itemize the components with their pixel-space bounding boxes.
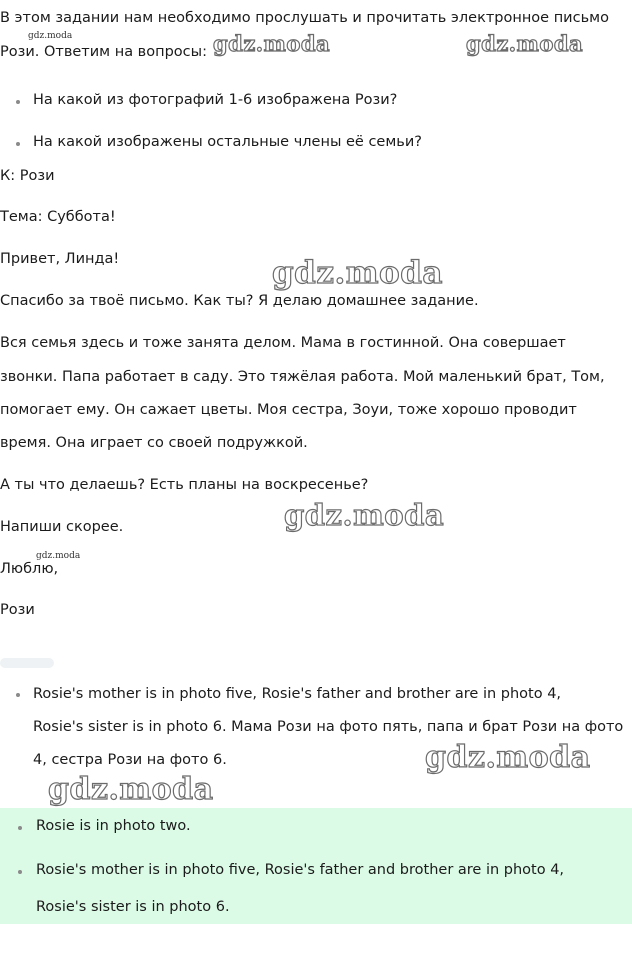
- highlighted-answer-1: Rosie is in photo two.: [36, 818, 191, 834]
- question-1: На какой из фотографий 1-6 изображена Рози?: [33, 92, 398, 108]
- watermark-small: gdz.moda: [36, 551, 81, 561]
- letter-paragraph-2-line: помогает ему. Он сажает цветы. Моя сестра, Зоуи, тоже хорошо проводит: [0, 402, 577, 418]
- watermark: gdz.moda: [48, 772, 214, 807]
- letter-to: К: Рози: [0, 168, 55, 184]
- bullet: [18, 826, 22, 830]
- letter-closing: Люблю,: [0, 561, 59, 577]
- watermark: gdz.moda: [466, 31, 584, 56]
- letter-paragraph-3: А ты что делаешь? Есть планы на воскресенье?: [0, 477, 369, 493]
- answer-line: 4, сестра Рози на фото 6.: [33, 752, 227, 768]
- answer-line: Rosie's mother is in photo five, Rosie's father and brother are in photo 4,: [33, 686, 562, 702]
- letter-subject: Тема: Суббота!: [0, 209, 116, 225]
- highlighted-answer-2-line: Rosie's mother is in photo five, Rosie's father and brother are in photo 4,: [36, 862, 565, 878]
- watermark-small: gdz.moda: [28, 31, 73, 41]
- intro-line-1: В этом задании нам необходимо прослушать и прочитать электронное письмо: [0, 10, 609, 26]
- bullet: [16, 142, 20, 146]
- bullet: [18, 870, 22, 874]
- bullet: [16, 100, 20, 104]
- letter-greeting: Привет, Линда!: [0, 251, 120, 267]
- letter-paragraph-2-line: время. Она играет со своей подружкой.: [0, 435, 308, 451]
- collapsed-pill: [0, 658, 54, 668]
- watermark: gdz.moda: [425, 740, 591, 775]
- watermark: gdz.moda: [284, 498, 445, 532]
- watermark: gdz.moda: [213, 31, 331, 56]
- intro-line-2: Рози. Ответим на вопросы:: [0, 44, 207, 60]
- watermark: gdz.moda: [272, 255, 443, 291]
- letter-paragraph-2-line: звонки. Папа работает в саду. Это тяжёлая работа. Мой маленький брат, Том,: [0, 369, 605, 385]
- letter-paragraph-2-line: Вся семья здесь и тоже занята делом. Мама в гостинной. Она совершает: [0, 335, 566, 351]
- answer-line: Rosie's sister is in photo 6. Мама Рози на фото пять, папа и брат Рози на фото: [33, 719, 624, 735]
- bullet: [16, 693, 20, 697]
- letter-paragraph-4: Напиши скорее.: [0, 519, 124, 535]
- question-2: На какой изображены остальные члены её семьи?: [33, 134, 422, 150]
- highlighted-answer-2-line: Rosie's sister is in photo 6.: [36, 899, 230, 915]
- letter-paragraph-1: Спасибо за твоё письмо. Как ты? Я делаю домашнее задание.: [0, 293, 479, 309]
- letter-signature: Рози: [0, 602, 35, 618]
